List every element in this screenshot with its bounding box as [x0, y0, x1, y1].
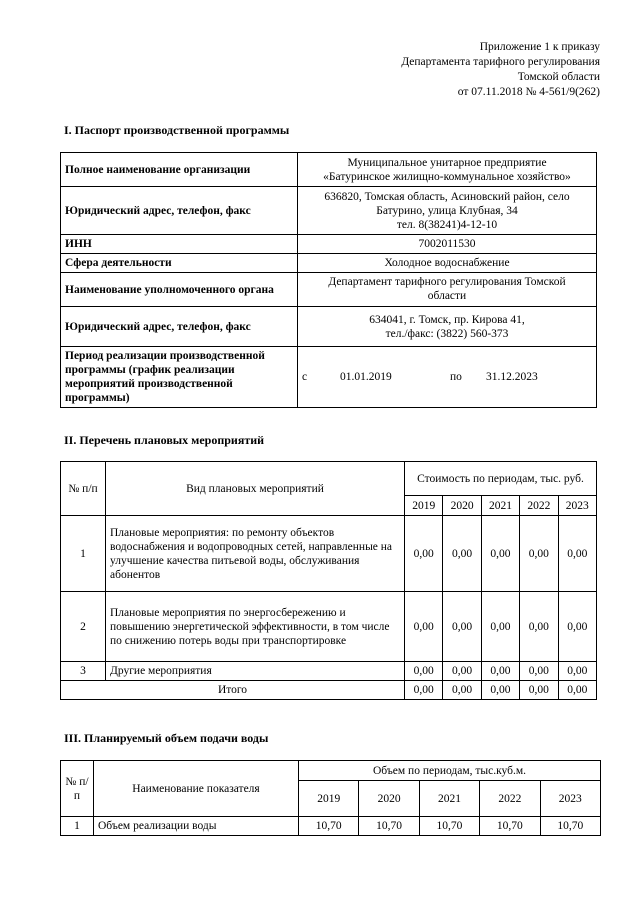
passport-label: Юридический адрес, телефон, факс [61, 187, 298, 235]
document-header [401, 40, 600, 100]
row-name: Объем реализации воды [94, 817, 299, 836]
header-line: Томской области [517, 71, 600, 83]
passport-value [298, 187, 597, 235]
year-header: 2019 [405, 496, 443, 516]
table-row [61, 516, 597, 592]
year-header: 2022 [480, 781, 540, 817]
table-row [61, 592, 597, 662]
table-row [61, 662, 597, 681]
col-num-header: № п/п [61, 761, 94, 817]
row-value: 10,70 [480, 817, 540, 836]
value-line: Холодное водоснабжение [384, 257, 510, 269]
row-value: 0,00 [481, 662, 519, 681]
col-cost-header: Стоимость по периодам, тыс. руб. [405, 462, 597, 496]
row-value: 0,00 [405, 662, 443, 681]
row-value: 0,00 [558, 516, 596, 592]
year-header: 2023 [540, 781, 600, 817]
total-value: 0,00 [405, 681, 443, 700]
period-value [298, 347, 597, 408]
row-value: 0,00 [405, 592, 443, 662]
total-value: 0,00 [443, 681, 481, 700]
value-line: 7002011530 [418, 238, 476, 250]
row-value: 0,00 [443, 592, 481, 662]
section1-title: I. Паспорт производственной программы [64, 123, 290, 137]
year-header: 2023 [558, 496, 596, 516]
passport-label: Юридический адрес, телефон, факс [61, 307, 298, 347]
row-value: 0,00 [520, 516, 558, 592]
passport-label: Полное наименование организации [61, 153, 298, 187]
passport-value [298, 307, 597, 347]
value-line: Батурино, улица Клубная, 34 [376, 204, 518, 217]
passport-label: Сфера деятельности [61, 254, 298, 273]
period-to-word: по [450, 371, 462, 383]
row-value: 0,00 [520, 592, 558, 662]
passport-value [298, 153, 597, 187]
section2-title: II. Перечень плановых мероприятий [64, 433, 265, 447]
row-num: 2 [61, 592, 106, 662]
value-line: Департамент тарифного регулирования Томской [328, 276, 566, 288]
table-row [61, 817, 601, 836]
year-header: 2020 [443, 496, 481, 516]
total-value: 0,00 [481, 681, 519, 700]
total-row [61, 681, 597, 700]
row-value: 0,00 [443, 662, 481, 681]
year-header: 2022 [520, 496, 558, 516]
col-name-header: Вид плановых мероприятий [106, 462, 405, 516]
passport-value [298, 254, 597, 273]
row-name: Плановые мероприятия: по ремонту объектов водоснабжения и водопроводных сетей, направленные на улучшение качества питьевой воды, обслуживания абонентов [106, 516, 405, 592]
col-num-header: № п/п [61, 462, 106, 516]
row-value: 0,00 [443, 516, 481, 592]
passport-label: Наименование уполномоченного органа [61, 273, 298, 307]
row-name: Плановые мероприятия по энергосбережению и повышению энергетической эффективности, в том числе по снижению потерь воды при транспортировке [106, 592, 405, 662]
year-header: 2021 [481, 496, 519, 516]
value-line: тел./факс: (3822) 560-373 [385, 327, 509, 340]
value-line: «Батуринское жилищно-коммунальное хозяйство» [323, 170, 571, 183]
year-header: 2019 [299, 781, 359, 817]
col-volume-header: Объем по периодам, тыс.куб.м. [299, 761, 601, 781]
year-header: 2020 [359, 781, 419, 817]
period-from-word: с [302, 371, 308, 383]
period-label: Период реализации производственной программы (график реализации мероприятий производственной программы) [61, 347, 298, 408]
year-header: 2021 [419, 781, 479, 817]
col-name-header: Наименование показателя [94, 761, 299, 817]
value-line: тел. 8(38241)4-12-10 [396, 218, 498, 231]
section3-title: III. Планируемый объем подачи воды [64, 731, 269, 745]
water-volume-table [60, 760, 601, 836]
row-value: 10,70 [419, 817, 479, 836]
period-to: 31.12.2023 [486, 371, 538, 383]
row-value: 0,00 [558, 592, 596, 662]
row-value: 0,00 [405, 516, 443, 592]
row-name: Другие мероприятия [106, 662, 405, 681]
passport-value [298, 235, 597, 254]
total-value: 0,00 [558, 681, 596, 700]
row-num: 3 [61, 662, 106, 681]
value-line: 636820, Томская область, Асиновский район, село [324, 190, 570, 203]
row-value: 10,70 [540, 817, 600, 836]
value-line: области [427, 290, 467, 302]
period-from: 01.01.2019 [340, 371, 392, 383]
row-num: 1 [61, 817, 94, 836]
activities-table [60, 461, 597, 700]
header-line: от 07.11.2018 № 4-561/9(262) [457, 86, 600, 98]
row-value: 0,00 [481, 592, 519, 662]
row-value: 10,70 [359, 817, 419, 836]
row-value: 0,00 [481, 516, 519, 592]
value-line: 634041, г. Томск, пр. Кирова 41, [369, 313, 525, 326]
total-value: 0,00 [520, 681, 558, 700]
row-value: 0,00 [520, 662, 558, 681]
passport-table [60, 152, 597, 408]
header-line: Департамента тарифного регулирования [401, 56, 600, 68]
row-value: 10,70 [299, 817, 359, 836]
passport-label: ИНН [61, 235, 298, 254]
value-line: Муниципальное унитарное предприятие [347, 156, 547, 169]
total-label: Итого [61, 681, 405, 700]
passport-value [298, 273, 597, 307]
row-value: 0,00 [558, 662, 596, 681]
header-line: Приложение 1 к приказу [479, 41, 600, 53]
row-num: 1 [61, 516, 106, 592]
